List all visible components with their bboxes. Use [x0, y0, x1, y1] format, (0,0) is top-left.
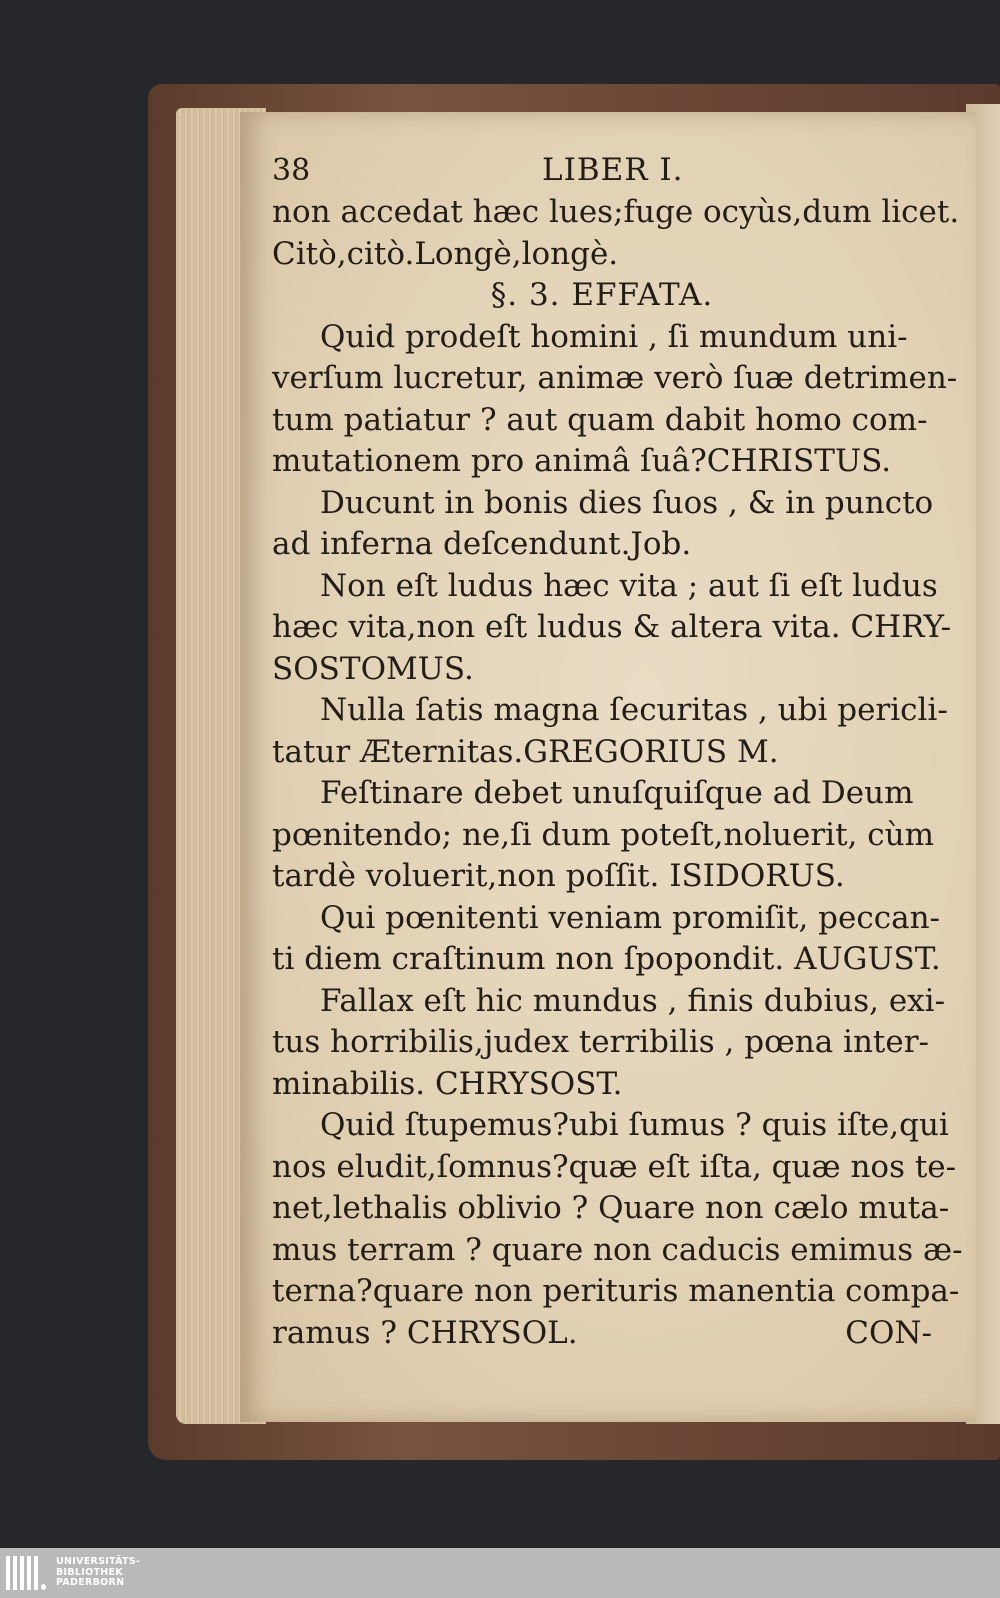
catchword: CON-: [845, 1314, 932, 1351]
text-line: Citò,citò.Longè,longè.: [272, 235, 619, 272]
text-line: nos eludit,ſomnus?quæ eſt iſta, quæ nos te-: [272, 1148, 957, 1185]
text-line: tus horribilis,judex terribilis , pœna inter-: [272, 1024, 930, 1060]
text-line: non accedat hæc lues;fuge ocyùs,dum licet.: [272, 194, 960, 230]
text-line: Fallax eſt hic mundus , finis dubius, exi-: [320, 982, 946, 1019]
text-line: Non eſt ludus hæc vita ; aut ſi eſt ludus: [320, 567, 938, 604]
text-line: mus terram ? quare non caducis emimus æ-: [272, 1231, 963, 1268]
text-line: Feſtinare debet unuſquiſque ad Deum: [320, 775, 914, 811]
text-line: Quid ſtupemus?ubi ſumus ? quis iſte,qui: [320, 1107, 949, 1143]
text-line: ramus ? CHRYSOL.: [272, 1314, 578, 1351]
section-heading: §. 3. EFFATA.: [490, 277, 714, 313]
text-line: tardè voluerit,non poſſit. ISIDORUS.: [272, 858, 845, 894]
library-logo-icon: [6, 1556, 46, 1590]
text-line: ad inferna deſcendunt.Job.: [272, 526, 692, 562]
last-line: [272, 1313, 932, 1355]
text-line: Quid prodeſt homini , ſi mundum uni-: [320, 318, 908, 355]
text-line: Qui pœnitenti veniam promiſit, peccan-: [320, 899, 941, 936]
page-text: [272, 150, 963, 1354]
text-line: ti diem craſtinum non ſpopondit. AUGUST.: [272, 941, 941, 977]
text-line: verſum lucretur, animæ verò ſuæ detrimen-: [272, 360, 958, 396]
text-line: Ducunt in bonis dies ſuos , & in puncto: [320, 484, 934, 521]
text-line: pœnitendo; ne,ſi dum poteſt,noluerit, cùm: [272, 816, 934, 853]
library-line: PADERBORN: [56, 1577, 125, 1589]
footer-bar: [0, 1548, 1000, 1598]
text-line: net,lethalis oblivio ? Quare non cælo muta-: [272, 1190, 950, 1226]
text-line: SOSTOMUS.: [272, 650, 474, 687]
text-line: mutationem pro animâ ſuâ?CHRISTUS.: [272, 443, 892, 479]
library-line: UNIVERSITÄTS-: [56, 1556, 141, 1568]
text-line: Nulla ſatis magna ſecuritas , ubi pericli-: [320, 692, 948, 728]
running-head: LIBER I.: [542, 152, 684, 188]
page-number: 38: [272, 153, 311, 188]
library-line: BIBLIOTHEK: [56, 1566, 123, 1578]
text-line: terna?quare non perituris manentia compa-: [272, 1273, 960, 1309]
text-line: tatur Æternitas.GREGORIUS M.: [272, 733, 779, 770]
text-line: hæc vita,non eſt ludus & altera vita. CHRY-: [272, 609, 952, 645]
page-header: [272, 150, 932, 192]
text-line: minabilis. CHRYSOST.: [272, 1065, 623, 1102]
text-line: tum patiatur ? aut quam dabit homo com-: [272, 401, 928, 438]
library-name: [56, 1557, 140, 1589]
